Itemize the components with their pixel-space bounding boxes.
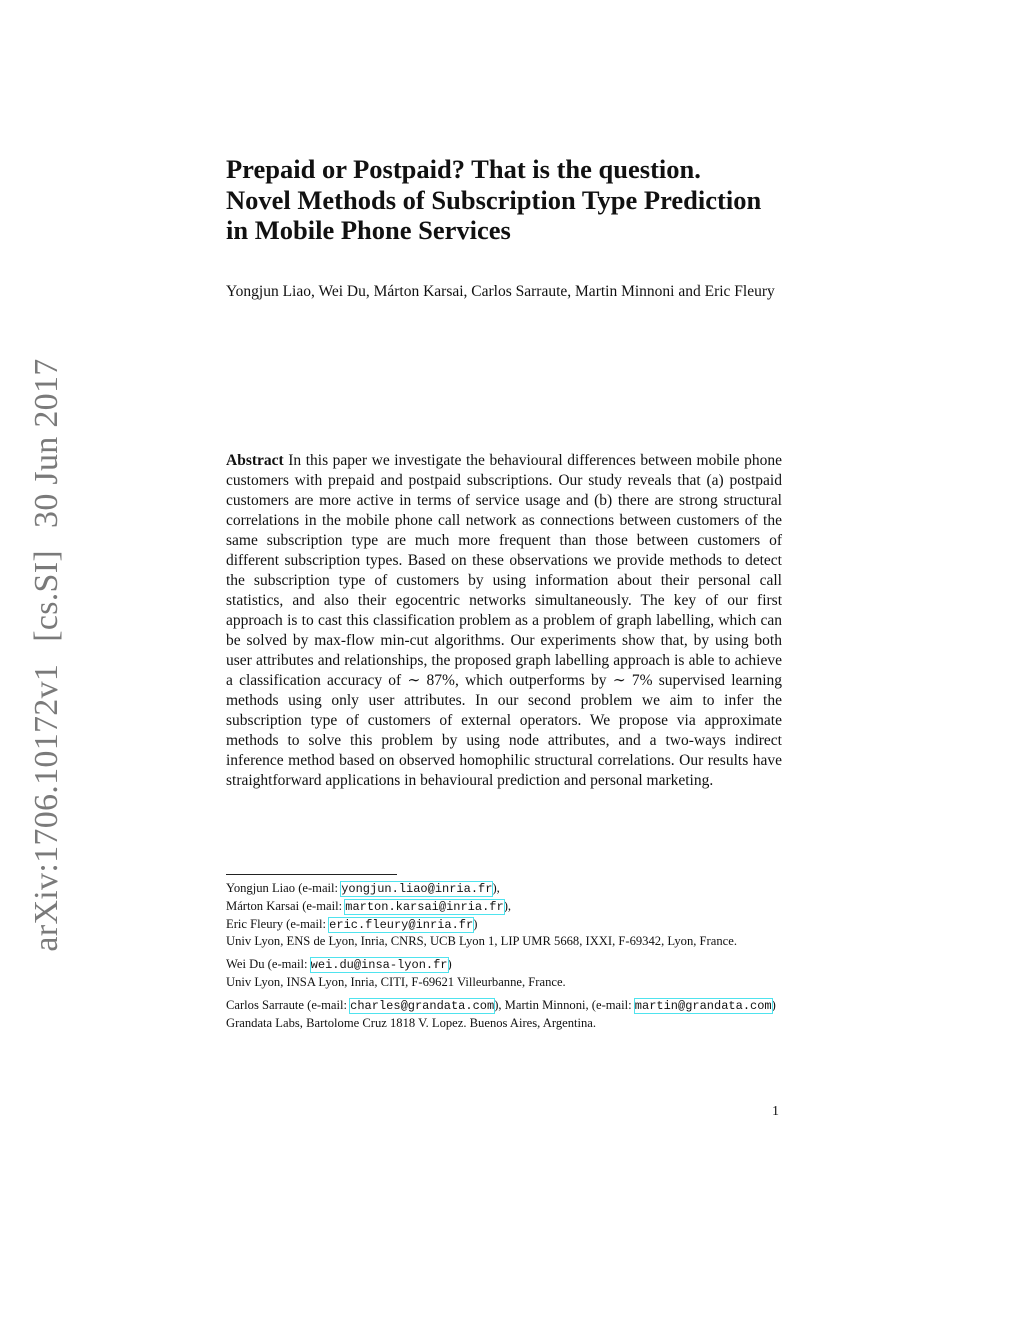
title-line-3: in Mobile Phone Services	[226, 215, 511, 245]
footnote-du-suffix: )	[447, 957, 452, 972]
email-link-minnoni[interactable]: martin@grandata.com	[634, 998, 772, 1013]
email-link-karsai[interactable]: marton.karsai@inria.fr	[345, 899, 504, 914]
footnote-fleury	[226, 916, 782, 934]
footnote-minnoni-prefix: ), Martin Minnoni, (e-mail:	[494, 997, 635, 1012]
footnote-liao	[226, 880, 782, 898]
footnote-fleury-prefix: Eric Fleury (e-mail:	[226, 916, 330, 931]
abstract	[226, 451, 782, 791]
title-line-2: Novel Methods of Subscription Type Prediction	[226, 184, 762, 215]
abstract-text: In this paper we investigate the behavioural differences between mobile phone customers with prepaid and postpaid subscriptions. Our study reveals that (a) postpaid customers are more active in terms of service usage and (b) there are strong structural correlations in the mobile phone call network as connections between customers of the same subscription type are much more frequent than those between customers of different subscription types. Based on these observations we provide methods to detect the subscription type of customers by using information about their personal call statistics, and also their egocentric networks simultaneously. The key of our first approach is to cast this classification problem as a problem of graph labelling, which can be solved by max-flow min-cut algorithms. Our experiments show that, by using both user attributes and relationships, the proposed graph labelling approach is able to achieve a classification accuracy of ∼ 87%, which outperforms by ∼ 7% supervised learning methods using only user attributes. In our second problem we aim to infer the subscription type of customers of external operators. We propose via approximate methods to solve this problem by using node attributes, and a two-ways indirect inference method based on observed homophilic structural correlations. Our results have straightforward applications in behavioural prediction and personal marketing.	[226, 452, 782, 789]
arxiv-category: [cs.SI]	[28, 549, 65, 642]
affiliation-lyon: Univ Lyon, ENS de Lyon, Inria, CNRS, UCB Lyon 1, LIP UMR 5668, IXXI, F-69342, Lyon, France.	[226, 934, 737, 949]
arxiv-identifier-stamp	[28, 358, 66, 951]
footnote-fleury-suffix: )	[473, 916, 478, 931]
email-link-liao[interactable]: yongjun.liao@inria.fr	[341, 882, 493, 896]
email-link-fleury[interactable]: eric.fleury@inria.fr	[329, 917, 474, 932]
title-line-1: Prepaid or Postpaid? That is the question.	[226, 154, 701, 184]
paper-title	[226, 154, 826, 246]
abstract-label: Abstract	[226, 452, 284, 469]
footnote-sarraute-minnoni	[226, 997, 782, 1015]
affiliation-insa: Univ Lyon, INSA Lyon, Inria, CITI, F-69621 Villeurbanne, France.	[226, 974, 566, 989]
footnote-karsai-suffix: ),	[503, 898, 512, 913]
page-number: 1	[772, 1104, 779, 1119]
arxiv-date: 30 Jun 2017	[28, 358, 65, 528]
affiliation-grandata: Grandata Labs, Bartolome Cruz 1818 V. Lopez. Buenos Aires, Argentina.	[226, 1015, 597, 1030]
footnote-sarraute-prefix: Carlos Sarraute (e-mail:	[226, 997, 351, 1012]
footnote-divider	[226, 874, 397, 875]
email-link-sarraute[interactable]: charles@grandata.com	[350, 998, 495, 1013]
footnote-karsai-prefix: Márton Karsai (e-mail:	[226, 898, 346, 913]
email-link-du[interactable]: wei.du@insa-lyon.fr	[310, 958, 448, 973]
footnotes	[226, 880, 782, 1031]
footnote-liao-suffix: ),	[492, 881, 500, 895]
arxiv-id: arXiv:1706.10172v1	[28, 663, 65, 952]
footnote-minnoni-suffix: )	[771, 997, 776, 1012]
footnote-liao-prefix: Yongjun Liao (e-mail:	[226, 881, 342, 895]
author-list: Yongjun Liao, Wei Du, Márton Karsai, Carlos Sarraute, Martin Minnoni and Eric Fleury	[226, 283, 775, 300]
footnote-du-prefix: Wei Du (e-mail:	[226, 957, 311, 972]
footnote-karsai	[226, 898, 782, 916]
footnote-du	[226, 956, 782, 974]
